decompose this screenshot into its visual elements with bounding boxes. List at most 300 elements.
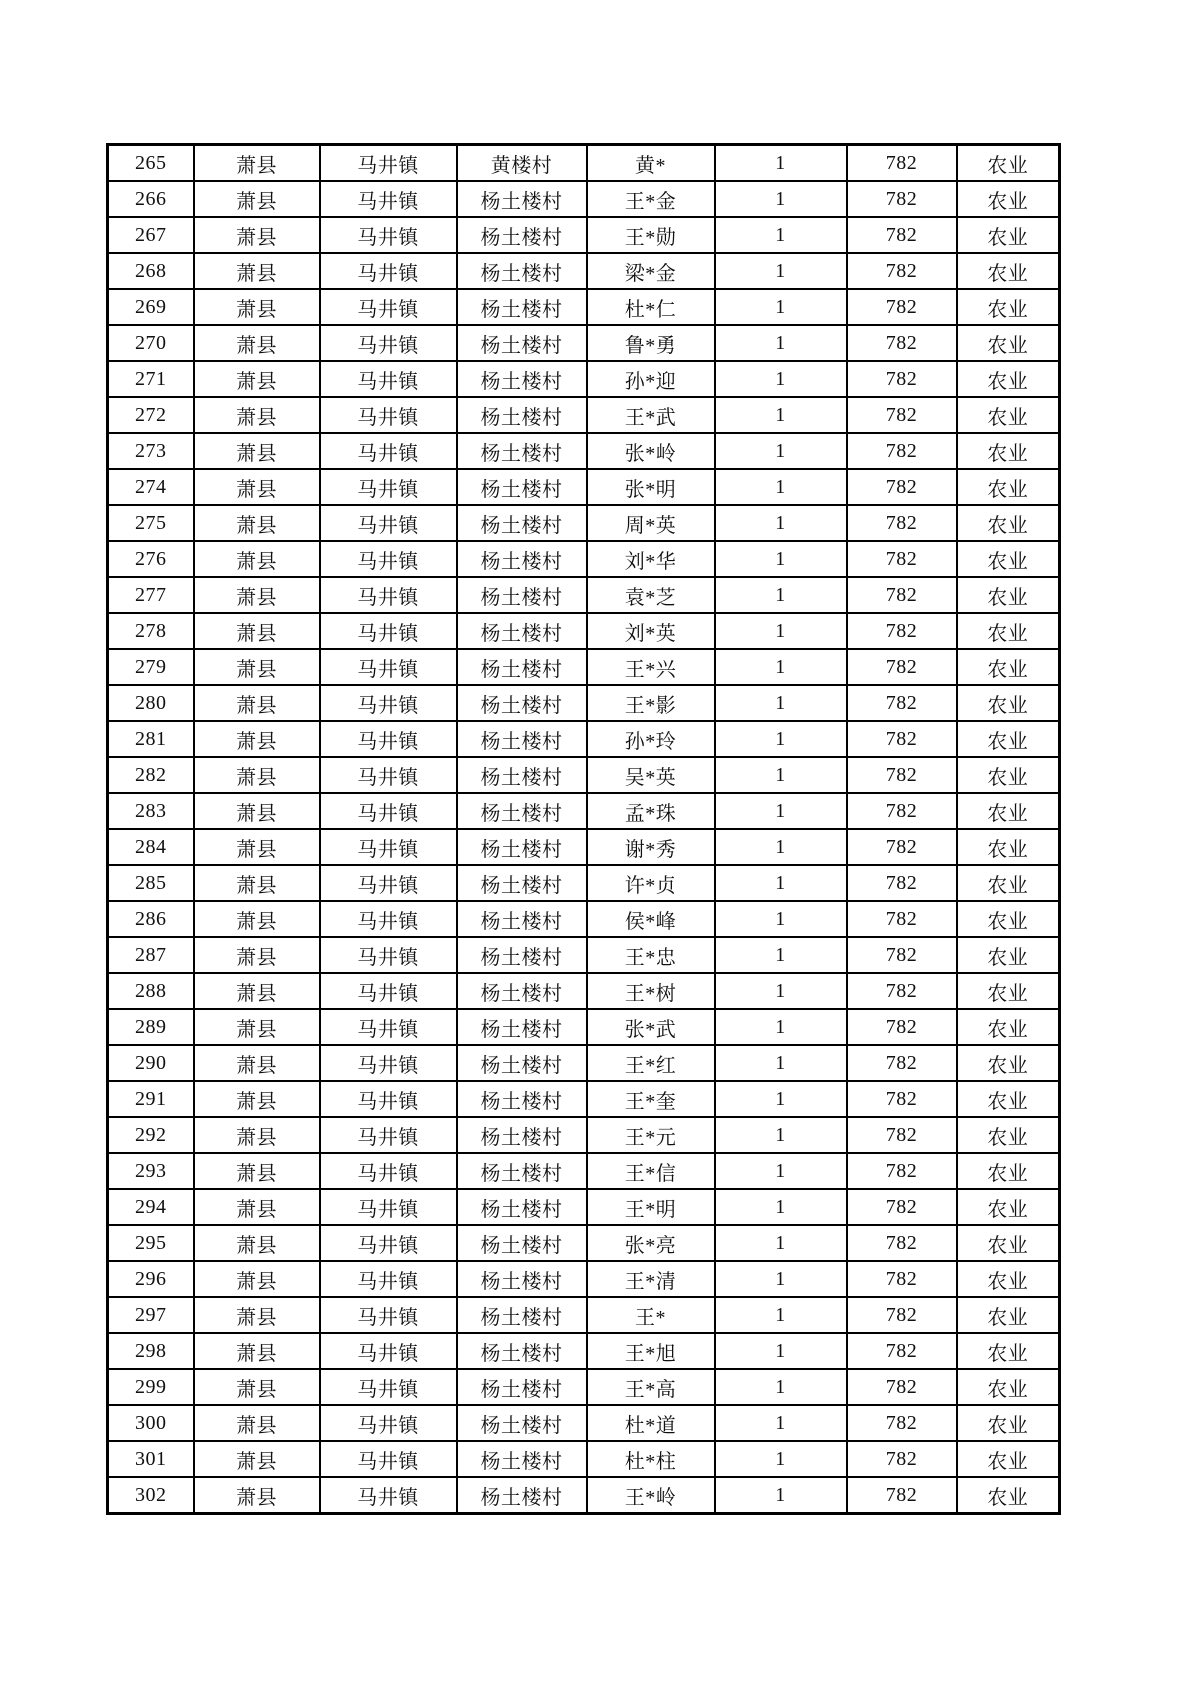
cell-town: 马井镇 xyxy=(320,865,457,901)
cell-village: 杨土楼村 xyxy=(457,1081,587,1117)
cell-serial-number: 290 xyxy=(108,1045,194,1081)
cell-county: 萧县 xyxy=(194,613,320,649)
cell-masked-name: 刘*华 xyxy=(587,541,715,577)
cell-town: 马井镇 xyxy=(320,1369,457,1405)
table-row xyxy=(108,1297,1060,1333)
cell-category: 农业 xyxy=(957,541,1060,577)
cell-count: 1 xyxy=(715,973,847,1009)
cell-code: 782 xyxy=(847,721,957,757)
cell-category: 农业 xyxy=(957,1261,1060,1297)
cell-village: 杨土楼村 xyxy=(457,829,587,865)
cell-code: 782 xyxy=(847,1369,957,1405)
cell-serial-number: 268 xyxy=(108,253,194,289)
cell-serial-number: 274 xyxy=(108,469,194,505)
cell-village: 杨土楼村 xyxy=(457,1153,587,1189)
cell-village: 杨土楼村 xyxy=(457,577,587,613)
cell-count: 1 xyxy=(715,721,847,757)
cell-category: 农业 xyxy=(957,433,1060,469)
cell-town: 马井镇 xyxy=(320,397,457,433)
cell-village: 杨土楼村 xyxy=(457,397,587,433)
cell-category: 农业 xyxy=(957,397,1060,433)
cell-category: 农业 xyxy=(957,289,1060,325)
cell-town: 马井镇 xyxy=(320,505,457,541)
cell-village: 杨土楼村 xyxy=(457,289,587,325)
cell-category: 农业 xyxy=(957,1081,1060,1117)
cell-town: 马井镇 xyxy=(320,1261,457,1297)
data-table xyxy=(106,143,1061,1515)
table-row xyxy=(108,1333,1060,1369)
cell-village: 杨土楼村 xyxy=(457,613,587,649)
cell-masked-name: 孙*玲 xyxy=(587,721,715,757)
cell-town: 马井镇 xyxy=(320,1045,457,1081)
cell-serial-number: 266 xyxy=(108,181,194,217)
cell-serial-number: 284 xyxy=(108,829,194,865)
cell-code: 782 xyxy=(847,685,957,721)
cell-masked-name: 谢*秀 xyxy=(587,829,715,865)
cell-count: 1 xyxy=(715,757,847,793)
cell-town: 马井镇 xyxy=(320,937,457,973)
cell-masked-name: 杜*柱 xyxy=(587,1441,715,1477)
cell-category: 农业 xyxy=(957,469,1060,505)
cell-serial-number: 277 xyxy=(108,577,194,613)
table-body xyxy=(108,145,1060,1514)
cell-masked-name: 张*武 xyxy=(587,1009,715,1045)
cell-village: 杨土楼村 xyxy=(457,1045,587,1081)
cell-category: 农业 xyxy=(957,793,1060,829)
cell-town: 马井镇 xyxy=(320,793,457,829)
cell-count: 1 xyxy=(715,901,847,937)
cell-code: 782 xyxy=(847,505,957,541)
cell-masked-name: 王*忠 xyxy=(587,937,715,973)
cell-village: 杨土楼村 xyxy=(457,505,587,541)
cell-category: 农业 xyxy=(957,973,1060,1009)
cell-serial-number: 265 xyxy=(108,145,194,182)
cell-serial-number: 292 xyxy=(108,1117,194,1153)
cell-village: 杨土楼村 xyxy=(457,721,587,757)
cell-category: 农业 xyxy=(957,145,1060,182)
cell-code: 782 xyxy=(847,1081,957,1117)
cell-county: 萧县 xyxy=(194,757,320,793)
cell-village: 杨土楼村 xyxy=(457,757,587,793)
cell-masked-name: 王*金 xyxy=(587,181,715,217)
cell-category: 农业 xyxy=(957,577,1060,613)
cell-village: 杨土楼村 xyxy=(457,325,587,361)
cell-count: 1 xyxy=(715,865,847,901)
cell-count: 1 xyxy=(715,1189,847,1225)
table-row xyxy=(108,1045,1060,1081)
table-row xyxy=(108,217,1060,253)
cell-village: 杨土楼村 xyxy=(457,1117,587,1153)
cell-county: 萧县 xyxy=(194,649,320,685)
cell-masked-name: 张*亮 xyxy=(587,1225,715,1261)
cell-count: 1 xyxy=(715,829,847,865)
cell-county: 萧县 xyxy=(194,253,320,289)
cell-county: 萧县 xyxy=(194,1153,320,1189)
cell-serial-number: 279 xyxy=(108,649,194,685)
cell-town: 马井镇 xyxy=(320,1297,457,1333)
cell-masked-name: 王*影 xyxy=(587,685,715,721)
cell-county: 萧县 xyxy=(194,325,320,361)
cell-town: 马井镇 xyxy=(320,1117,457,1153)
cell-category: 农业 xyxy=(957,1009,1060,1045)
cell-category: 农业 xyxy=(957,829,1060,865)
cell-code: 782 xyxy=(847,901,957,937)
cell-masked-name: 王*勋 xyxy=(587,217,715,253)
cell-serial-number: 289 xyxy=(108,1009,194,1045)
cell-county: 萧县 xyxy=(194,721,320,757)
cell-category: 农业 xyxy=(957,1297,1060,1333)
cell-count: 1 xyxy=(715,937,847,973)
cell-serial-number: 275 xyxy=(108,505,194,541)
cell-village: 杨土楼村 xyxy=(457,1009,587,1045)
cell-count: 1 xyxy=(715,577,847,613)
table-row xyxy=(108,433,1060,469)
cell-code: 782 xyxy=(847,1117,957,1153)
cell-count: 1 xyxy=(715,1153,847,1189)
cell-category: 农业 xyxy=(957,1045,1060,1081)
cell-masked-name: 侯*峰 xyxy=(587,901,715,937)
cell-code: 782 xyxy=(847,1225,957,1261)
cell-county: 萧县 xyxy=(194,1405,320,1441)
table-row xyxy=(108,865,1060,901)
cell-count: 1 xyxy=(715,181,847,217)
cell-town: 马井镇 xyxy=(320,1081,457,1117)
cell-masked-name: 王*高 xyxy=(587,1369,715,1405)
cell-masked-name: 王*元 xyxy=(587,1117,715,1153)
table-row xyxy=(108,325,1060,361)
cell-county: 萧县 xyxy=(194,1333,320,1369)
cell-town: 马井镇 xyxy=(320,433,457,469)
cell-category: 农业 xyxy=(957,1153,1060,1189)
cell-code: 782 xyxy=(847,1441,957,1477)
cell-village: 杨土楼村 xyxy=(457,793,587,829)
cell-category: 农业 xyxy=(957,253,1060,289)
cell-serial-number: 299 xyxy=(108,1369,194,1405)
cell-masked-name: 王*武 xyxy=(587,397,715,433)
cell-masked-name: 王*奎 xyxy=(587,1081,715,1117)
table-row xyxy=(108,505,1060,541)
cell-masked-name: 王*旭 xyxy=(587,1333,715,1369)
cell-count: 1 xyxy=(715,1297,847,1333)
cell-serial-number: 293 xyxy=(108,1153,194,1189)
table-row xyxy=(108,973,1060,1009)
cell-county: 萧县 xyxy=(194,901,320,937)
cell-town: 马井镇 xyxy=(320,721,457,757)
cell-category: 农业 xyxy=(957,325,1060,361)
cell-serial-number: 297 xyxy=(108,1297,194,1333)
cell-code: 782 xyxy=(847,541,957,577)
table-row xyxy=(108,361,1060,397)
cell-code: 782 xyxy=(847,289,957,325)
cell-count: 1 xyxy=(715,505,847,541)
cell-village: 杨土楼村 xyxy=(457,973,587,1009)
cell-village: 杨土楼村 xyxy=(457,181,587,217)
cell-town: 马井镇 xyxy=(320,217,457,253)
cell-serial-number: 291 xyxy=(108,1081,194,1117)
table-row xyxy=(108,289,1060,325)
cell-county: 萧县 xyxy=(194,793,320,829)
cell-town: 马井镇 xyxy=(320,1477,457,1514)
cell-town: 马井镇 xyxy=(320,361,457,397)
cell-count: 1 xyxy=(715,289,847,325)
cell-village: 杨土楼村 xyxy=(457,865,587,901)
cell-town: 马井镇 xyxy=(320,325,457,361)
cell-category: 农业 xyxy=(957,1333,1060,1369)
cell-town: 马井镇 xyxy=(320,1009,457,1045)
cell-count: 1 xyxy=(715,1045,847,1081)
cell-village: 杨土楼村 xyxy=(457,649,587,685)
cell-count: 1 xyxy=(715,613,847,649)
cell-count: 1 xyxy=(715,1225,847,1261)
cell-county: 萧县 xyxy=(194,685,320,721)
table-row xyxy=(108,1225,1060,1261)
cell-code: 782 xyxy=(847,361,957,397)
cell-masked-name: 王*清 xyxy=(587,1261,715,1297)
cell-town: 马井镇 xyxy=(320,289,457,325)
cell-county: 萧县 xyxy=(194,1477,320,1514)
cell-count: 1 xyxy=(715,1477,847,1514)
cell-village: 杨土楼村 xyxy=(457,1297,587,1333)
cell-count: 1 xyxy=(715,1441,847,1477)
cell-masked-name: 王*岭 xyxy=(587,1477,715,1514)
cell-masked-name: 张*明 xyxy=(587,469,715,505)
cell-town: 马井镇 xyxy=(320,1225,457,1261)
cell-town: 马井镇 xyxy=(320,1333,457,1369)
cell-count: 1 xyxy=(715,1009,847,1045)
cell-county: 萧县 xyxy=(194,577,320,613)
cell-masked-name: 梁*金 xyxy=(587,253,715,289)
cell-village: 杨土楼村 xyxy=(457,1441,587,1477)
cell-category: 农业 xyxy=(957,901,1060,937)
cell-serial-number: 276 xyxy=(108,541,194,577)
cell-masked-name: 王*树 xyxy=(587,973,715,1009)
cell-town: 马井镇 xyxy=(320,1405,457,1441)
cell-count: 1 xyxy=(715,397,847,433)
cell-serial-number: 281 xyxy=(108,721,194,757)
cell-county: 萧县 xyxy=(194,829,320,865)
cell-category: 农业 xyxy=(957,937,1060,973)
cell-county: 萧县 xyxy=(194,1369,320,1405)
cell-count: 1 xyxy=(715,541,847,577)
cell-serial-number: 278 xyxy=(108,613,194,649)
cell-masked-name: 张*岭 xyxy=(587,433,715,469)
table-row xyxy=(108,253,1060,289)
cell-code: 782 xyxy=(847,1009,957,1045)
cell-town: 马井镇 xyxy=(320,1153,457,1189)
cell-masked-name: 周*英 xyxy=(587,505,715,541)
cell-county: 萧县 xyxy=(194,1297,320,1333)
cell-serial-number: 287 xyxy=(108,937,194,973)
cell-county: 萧县 xyxy=(194,1189,320,1225)
cell-code: 782 xyxy=(847,181,957,217)
cell-category: 农业 xyxy=(957,757,1060,793)
cell-village: 杨土楼村 xyxy=(457,937,587,973)
cell-village: 黄楼村 xyxy=(457,145,587,182)
cell-town: 马井镇 xyxy=(320,613,457,649)
cell-county: 萧县 xyxy=(194,973,320,1009)
cell-code: 782 xyxy=(847,1261,957,1297)
cell-county: 萧县 xyxy=(194,1441,320,1477)
cell-code: 782 xyxy=(847,1045,957,1081)
cell-village: 杨土楼村 xyxy=(457,1189,587,1225)
cell-county: 萧县 xyxy=(194,505,320,541)
cell-serial-number: 294 xyxy=(108,1189,194,1225)
cell-count: 1 xyxy=(715,1333,847,1369)
cell-count: 1 xyxy=(715,253,847,289)
cell-town: 马井镇 xyxy=(320,757,457,793)
cell-county: 萧县 xyxy=(194,433,320,469)
cell-county: 萧县 xyxy=(194,145,320,182)
cell-county: 萧县 xyxy=(194,1261,320,1297)
cell-masked-name: 王*兴 xyxy=(587,649,715,685)
table-row xyxy=(108,649,1060,685)
cell-county: 萧县 xyxy=(194,1081,320,1117)
cell-village: 杨土楼村 xyxy=(457,469,587,505)
cell-town: 马井镇 xyxy=(320,1189,457,1225)
cell-code: 782 xyxy=(847,145,957,182)
cell-count: 1 xyxy=(715,1261,847,1297)
cell-town: 马井镇 xyxy=(320,577,457,613)
table-row xyxy=(108,793,1060,829)
cell-masked-name: 杜*仁 xyxy=(587,289,715,325)
cell-count: 1 xyxy=(715,1369,847,1405)
cell-category: 农业 xyxy=(957,649,1060,685)
cell-serial-number: 282 xyxy=(108,757,194,793)
cell-county: 萧县 xyxy=(194,217,320,253)
cell-count: 1 xyxy=(715,325,847,361)
cell-count: 1 xyxy=(715,1081,847,1117)
cell-code: 782 xyxy=(847,1405,957,1441)
cell-category: 农业 xyxy=(957,1405,1060,1441)
cell-village: 杨土楼村 xyxy=(457,1261,587,1297)
cell-code: 782 xyxy=(847,1297,957,1333)
cell-masked-name: 孟*珠 xyxy=(587,793,715,829)
cell-county: 萧县 xyxy=(194,1117,320,1153)
cell-serial-number: 269 xyxy=(108,289,194,325)
cell-county: 萧县 xyxy=(194,865,320,901)
table-row xyxy=(108,145,1060,182)
cell-village: 杨土楼村 xyxy=(457,1225,587,1261)
cell-serial-number: 301 xyxy=(108,1441,194,1477)
cell-town: 马井镇 xyxy=(320,1441,457,1477)
cell-code: 782 xyxy=(847,217,957,253)
cell-town: 马井镇 xyxy=(320,469,457,505)
cell-count: 1 xyxy=(715,649,847,685)
cell-count: 1 xyxy=(715,433,847,469)
cell-serial-number: 273 xyxy=(108,433,194,469)
cell-county: 萧县 xyxy=(194,181,320,217)
cell-masked-name: 黄* xyxy=(587,145,715,182)
cell-code: 782 xyxy=(847,397,957,433)
cell-code: 782 xyxy=(847,757,957,793)
cell-masked-name: 许*贞 xyxy=(587,865,715,901)
cell-code: 782 xyxy=(847,973,957,1009)
cell-serial-number: 271 xyxy=(108,361,194,397)
cell-code: 782 xyxy=(847,469,957,505)
cell-town: 马井镇 xyxy=(320,181,457,217)
cell-masked-name: 袁*芝 xyxy=(587,577,715,613)
cell-count: 1 xyxy=(715,361,847,397)
cell-code: 782 xyxy=(847,253,957,289)
cell-village: 杨土楼村 xyxy=(457,901,587,937)
cell-category: 农业 xyxy=(957,217,1060,253)
table-row xyxy=(108,181,1060,217)
cell-town: 马井镇 xyxy=(320,973,457,1009)
cell-category: 农业 xyxy=(957,505,1060,541)
cell-village: 杨土楼村 xyxy=(457,217,587,253)
table-row xyxy=(108,541,1060,577)
cell-category: 农业 xyxy=(957,1189,1060,1225)
cell-count: 1 xyxy=(715,217,847,253)
cell-category: 农业 xyxy=(957,721,1060,757)
cell-county: 萧县 xyxy=(194,937,320,973)
cell-town: 马井镇 xyxy=(320,901,457,937)
cell-county: 萧县 xyxy=(194,1009,320,1045)
cell-county: 萧县 xyxy=(194,289,320,325)
cell-town: 马井镇 xyxy=(320,685,457,721)
cell-town: 马井镇 xyxy=(320,253,457,289)
cell-county: 萧县 xyxy=(194,1225,320,1261)
cell-serial-number: 283 xyxy=(108,793,194,829)
cell-village: 杨土楼村 xyxy=(457,1477,587,1514)
cell-masked-name: 刘*英 xyxy=(587,613,715,649)
cell-category: 农业 xyxy=(957,361,1060,397)
cell-village: 杨土楼村 xyxy=(457,1405,587,1441)
table-row xyxy=(108,685,1060,721)
cell-town: 马井镇 xyxy=(320,541,457,577)
cell-code: 782 xyxy=(847,937,957,973)
cell-category: 农业 xyxy=(957,613,1060,649)
cell-category: 农业 xyxy=(957,1441,1060,1477)
cell-code: 782 xyxy=(847,613,957,649)
table-row xyxy=(108,757,1060,793)
cell-serial-number: 267 xyxy=(108,217,194,253)
cell-village: 杨土楼村 xyxy=(457,433,587,469)
cell-code: 782 xyxy=(847,1477,957,1514)
cell-town: 马井镇 xyxy=(320,829,457,865)
table-row xyxy=(108,1369,1060,1405)
cell-town: 马井镇 xyxy=(320,649,457,685)
cell-masked-name: 鲁*勇 xyxy=(587,325,715,361)
cell-serial-number: 296 xyxy=(108,1261,194,1297)
table-row xyxy=(108,1405,1060,1441)
cell-count: 1 xyxy=(715,469,847,505)
cell-county: 萧县 xyxy=(194,1045,320,1081)
cell-village: 杨土楼村 xyxy=(457,1333,587,1369)
cell-code: 782 xyxy=(847,325,957,361)
cell-serial-number: 288 xyxy=(108,973,194,1009)
table-row xyxy=(108,1261,1060,1297)
table-row xyxy=(108,721,1060,757)
cell-category: 农业 xyxy=(957,181,1060,217)
cell-serial-number: 302 xyxy=(108,1477,194,1514)
cell-village: 杨土楼村 xyxy=(457,1369,587,1405)
cell-serial-number: 286 xyxy=(108,901,194,937)
cell-count: 1 xyxy=(715,145,847,182)
cell-category: 农业 xyxy=(957,1117,1060,1153)
cell-village: 杨土楼村 xyxy=(457,541,587,577)
cell-county: 萧县 xyxy=(194,469,320,505)
table-row xyxy=(108,577,1060,613)
table-row xyxy=(108,469,1060,505)
cell-category: 农业 xyxy=(957,1477,1060,1514)
table-row xyxy=(108,397,1060,433)
table-row xyxy=(108,613,1060,649)
table-row xyxy=(108,1477,1060,1514)
cell-masked-name: 吴*英 xyxy=(587,757,715,793)
cell-serial-number: 272 xyxy=(108,397,194,433)
cell-county: 萧县 xyxy=(194,541,320,577)
